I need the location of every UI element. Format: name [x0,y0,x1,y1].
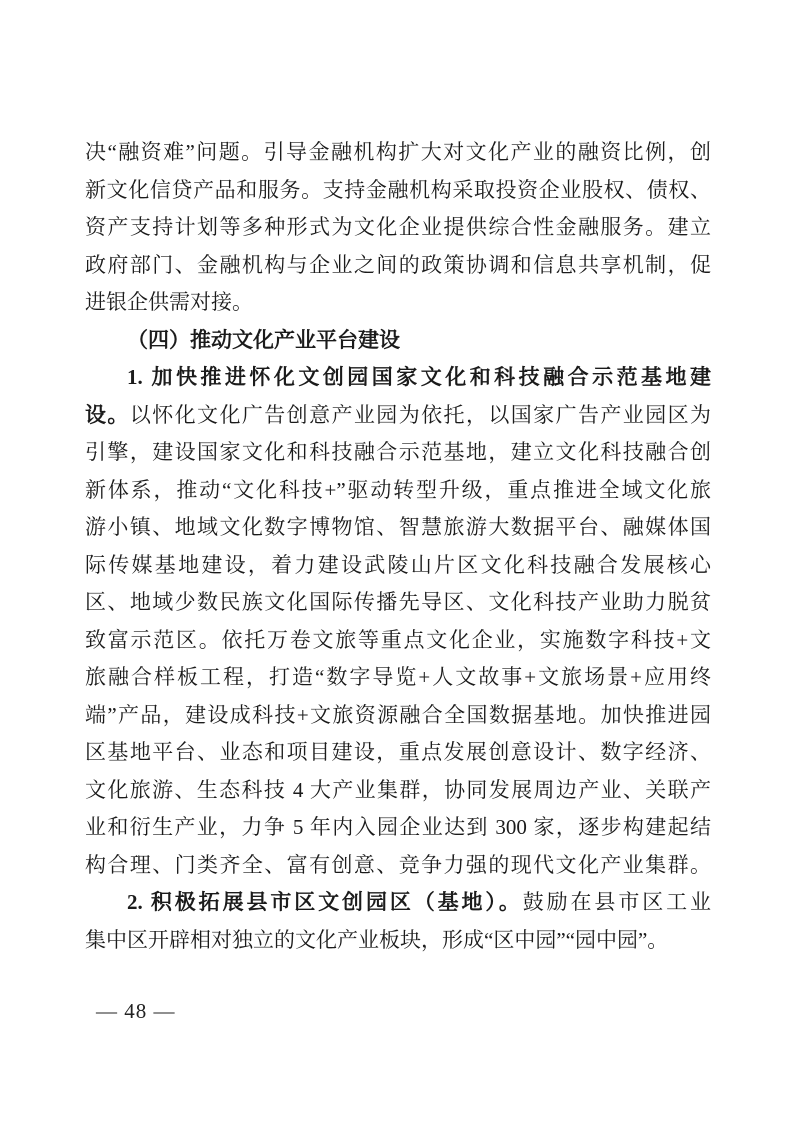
section-heading: （四）推动文化产业平台建设 [127,327,400,352]
body-line: 进银企供需对接。 [85,290,253,314]
body-line: 游小镇、地域文化数字博物馆、智慧旅游大数据平台、融媒体国 [85,515,711,539]
body-line: 区基地平台、业态和项目建设，重点发展创意设计、数字经济、 [85,740,711,764]
body-line: 构合理、门类齐全、富有创意、竞争力强的现代文化产业集群。 [85,852,711,877]
page-number: — 48 — [96,999,176,1023]
body-line: 端”产品，建设成科技+文旅资源融合全国数据基地。加快推进园 [85,702,711,727]
body-line: 文化旅游、生态科技 4 大产业集群，协同发展周边产业、关联产 [85,777,711,802]
body-line: 资产支持计划等多种形式为文化企业提供综合性金融服务。建立 [85,215,711,239]
body-line: 新体系，推动“文化科技+”驱动转型升级，重点推进全域文化旅 [85,477,711,502]
body-line: 引擎，建设国家文化和科技融合示范基地，建立文化科技融合创 [85,440,711,464]
body-line: 决“融资难”问题。引导金融机构扩大对文化产业的融资比例，创 [85,140,711,164]
body-line: 际传媒基地建设，着力建设武陵山片区文化科技融合发展核心 [85,552,711,577]
body-line: 致富示范区。依托万卷文旅等重点文化企业，实施数字科技+文 [85,627,711,652]
body-line: 设。以怀化文化广告创意产业园为依托，以国家广告产业园区为 [85,402,711,427]
body-line: 集中区开辟相对独立的文化产业板块，形成“区中园”“园中园”。 [85,927,669,952]
body-line: 政府部门、金融机构与企业之间的政策协调和信息共享机制，促 [85,252,711,277]
body-line: 业和衍生产业，力争 5 年内入园企业达到 300 家，逐步构建起结 [85,815,711,839]
item-lead-line: 1. 加快推进怀化文创园国家文化和科技融合示范基地建 [127,365,711,389]
item-lead-line: 2. 积极拓展县市区文创园区（基地）。鼓励在县市区工业 [127,890,711,914]
body-line: 新文化信贷产品和服务。支持金融机构采取投资企业股权、债权、 [85,177,711,202]
body-line: 旅融合样板工程，打造“数字导览+人文故事+文旅场景+应用终 [85,665,711,689]
body-line: 区、地域少数民族文化国际传播先导区、文化科技产业助力脱贫 [85,590,711,614]
document-body [85,134,711,959]
